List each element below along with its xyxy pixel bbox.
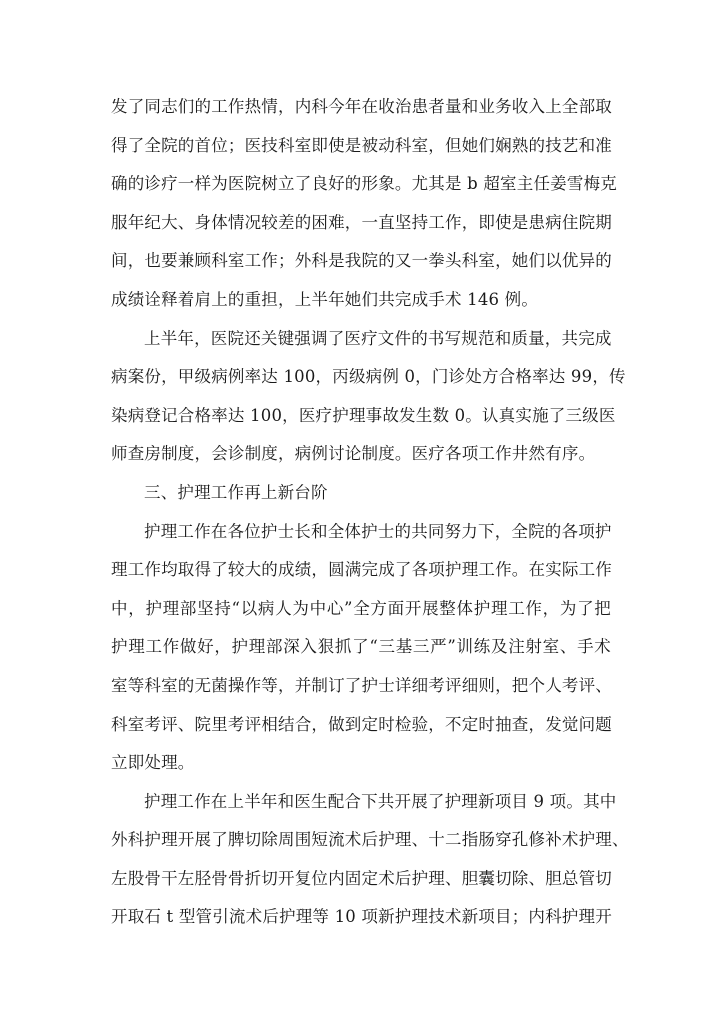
- text-line: 护理工作在上半年和医生配合下共开展了护理新项目 9 项。其中: [144, 791, 617, 811]
- text-line: 室等科室的无菌操作等，并制订了护士详细考评细则，把个人考评、: [111, 675, 612, 695]
- document-page: [111, 88, 629, 937]
- text-line: 得了全院的首位；医技科室即使是被动科室，但她们娴熟的技艺和准: [111, 135, 612, 155]
- text-line: 上半年，医院还关键强调了医疗文件的书写规范和质量，共完成: [144, 328, 612, 348]
- text-line: 病案份，甲级病例率达 100，丙级病例 0，门诊处方合格率达 99，传: [111, 367, 626, 387]
- text-line: 左股骨干左胫骨骨折切开复位内固定术后护理、胆囊切除、胆总管切: [111, 868, 612, 888]
- text-line: 开取石 t 型管引流术后护理等 10 项新护理技术新项目；内科护理开: [111, 907, 612, 927]
- text-line: 科室考评、院里考评相结合，做到定时检验，不定时抽查，发觉问题: [111, 714, 612, 734]
- text-line: 护理工作做好，护理部深入狠抓了“三基三严”训练及注射室、手术: [111, 637, 611, 657]
- text-line: 护理工作在各位护士长和全体护士的共同努力下，全院的各项护: [144, 521, 612, 541]
- text-line: 理工作均取得了较大的成绩，圆满完成了各项护理工作。在实际工作: [111, 560, 612, 580]
- text-line: 立即处理。: [111, 753, 195, 773]
- text-line: 师查房制度，会诊制度，病例讨论制度。医疗各项工作井然有序。: [111, 444, 596, 464]
- section-heading: 三、护理工作再上新台阶: [144, 482, 328, 502]
- text-line: 中，护理部坚持“以病人为中心”全方面开展整体护理工作，为了把: [111, 598, 611, 618]
- text-line: 发了同志们的工作热情，内科今年在收治患者量和业务收入上全部取: [111, 97, 612, 116]
- text-line: 确的诊疗一样为医院树立了良好的形象。尤其是 b 超室主任姜雪梅克: [111, 174, 617, 194]
- text-line: 染病登记合格率达 100，医疗护理事故发生数 0。认真实施了三级医: [111, 405, 616, 425]
- text-line: 成绩诠释着肩上的重担，上半年她们共完成手术 146 例。: [111, 289, 539, 309]
- text-line: 间，也要兼顾科室工作；外科是我院的又一拳头科室，她们以优异的: [111, 251, 612, 271]
- text-line: 外科护理开展了脾切除周围短流术后护理、十二指肠穿孔修补术护理、: [111, 830, 629, 850]
- text-line: 服年纪大、身体情况较差的困难，一直坚持工作，即使是患病住院期: [111, 212, 612, 232]
